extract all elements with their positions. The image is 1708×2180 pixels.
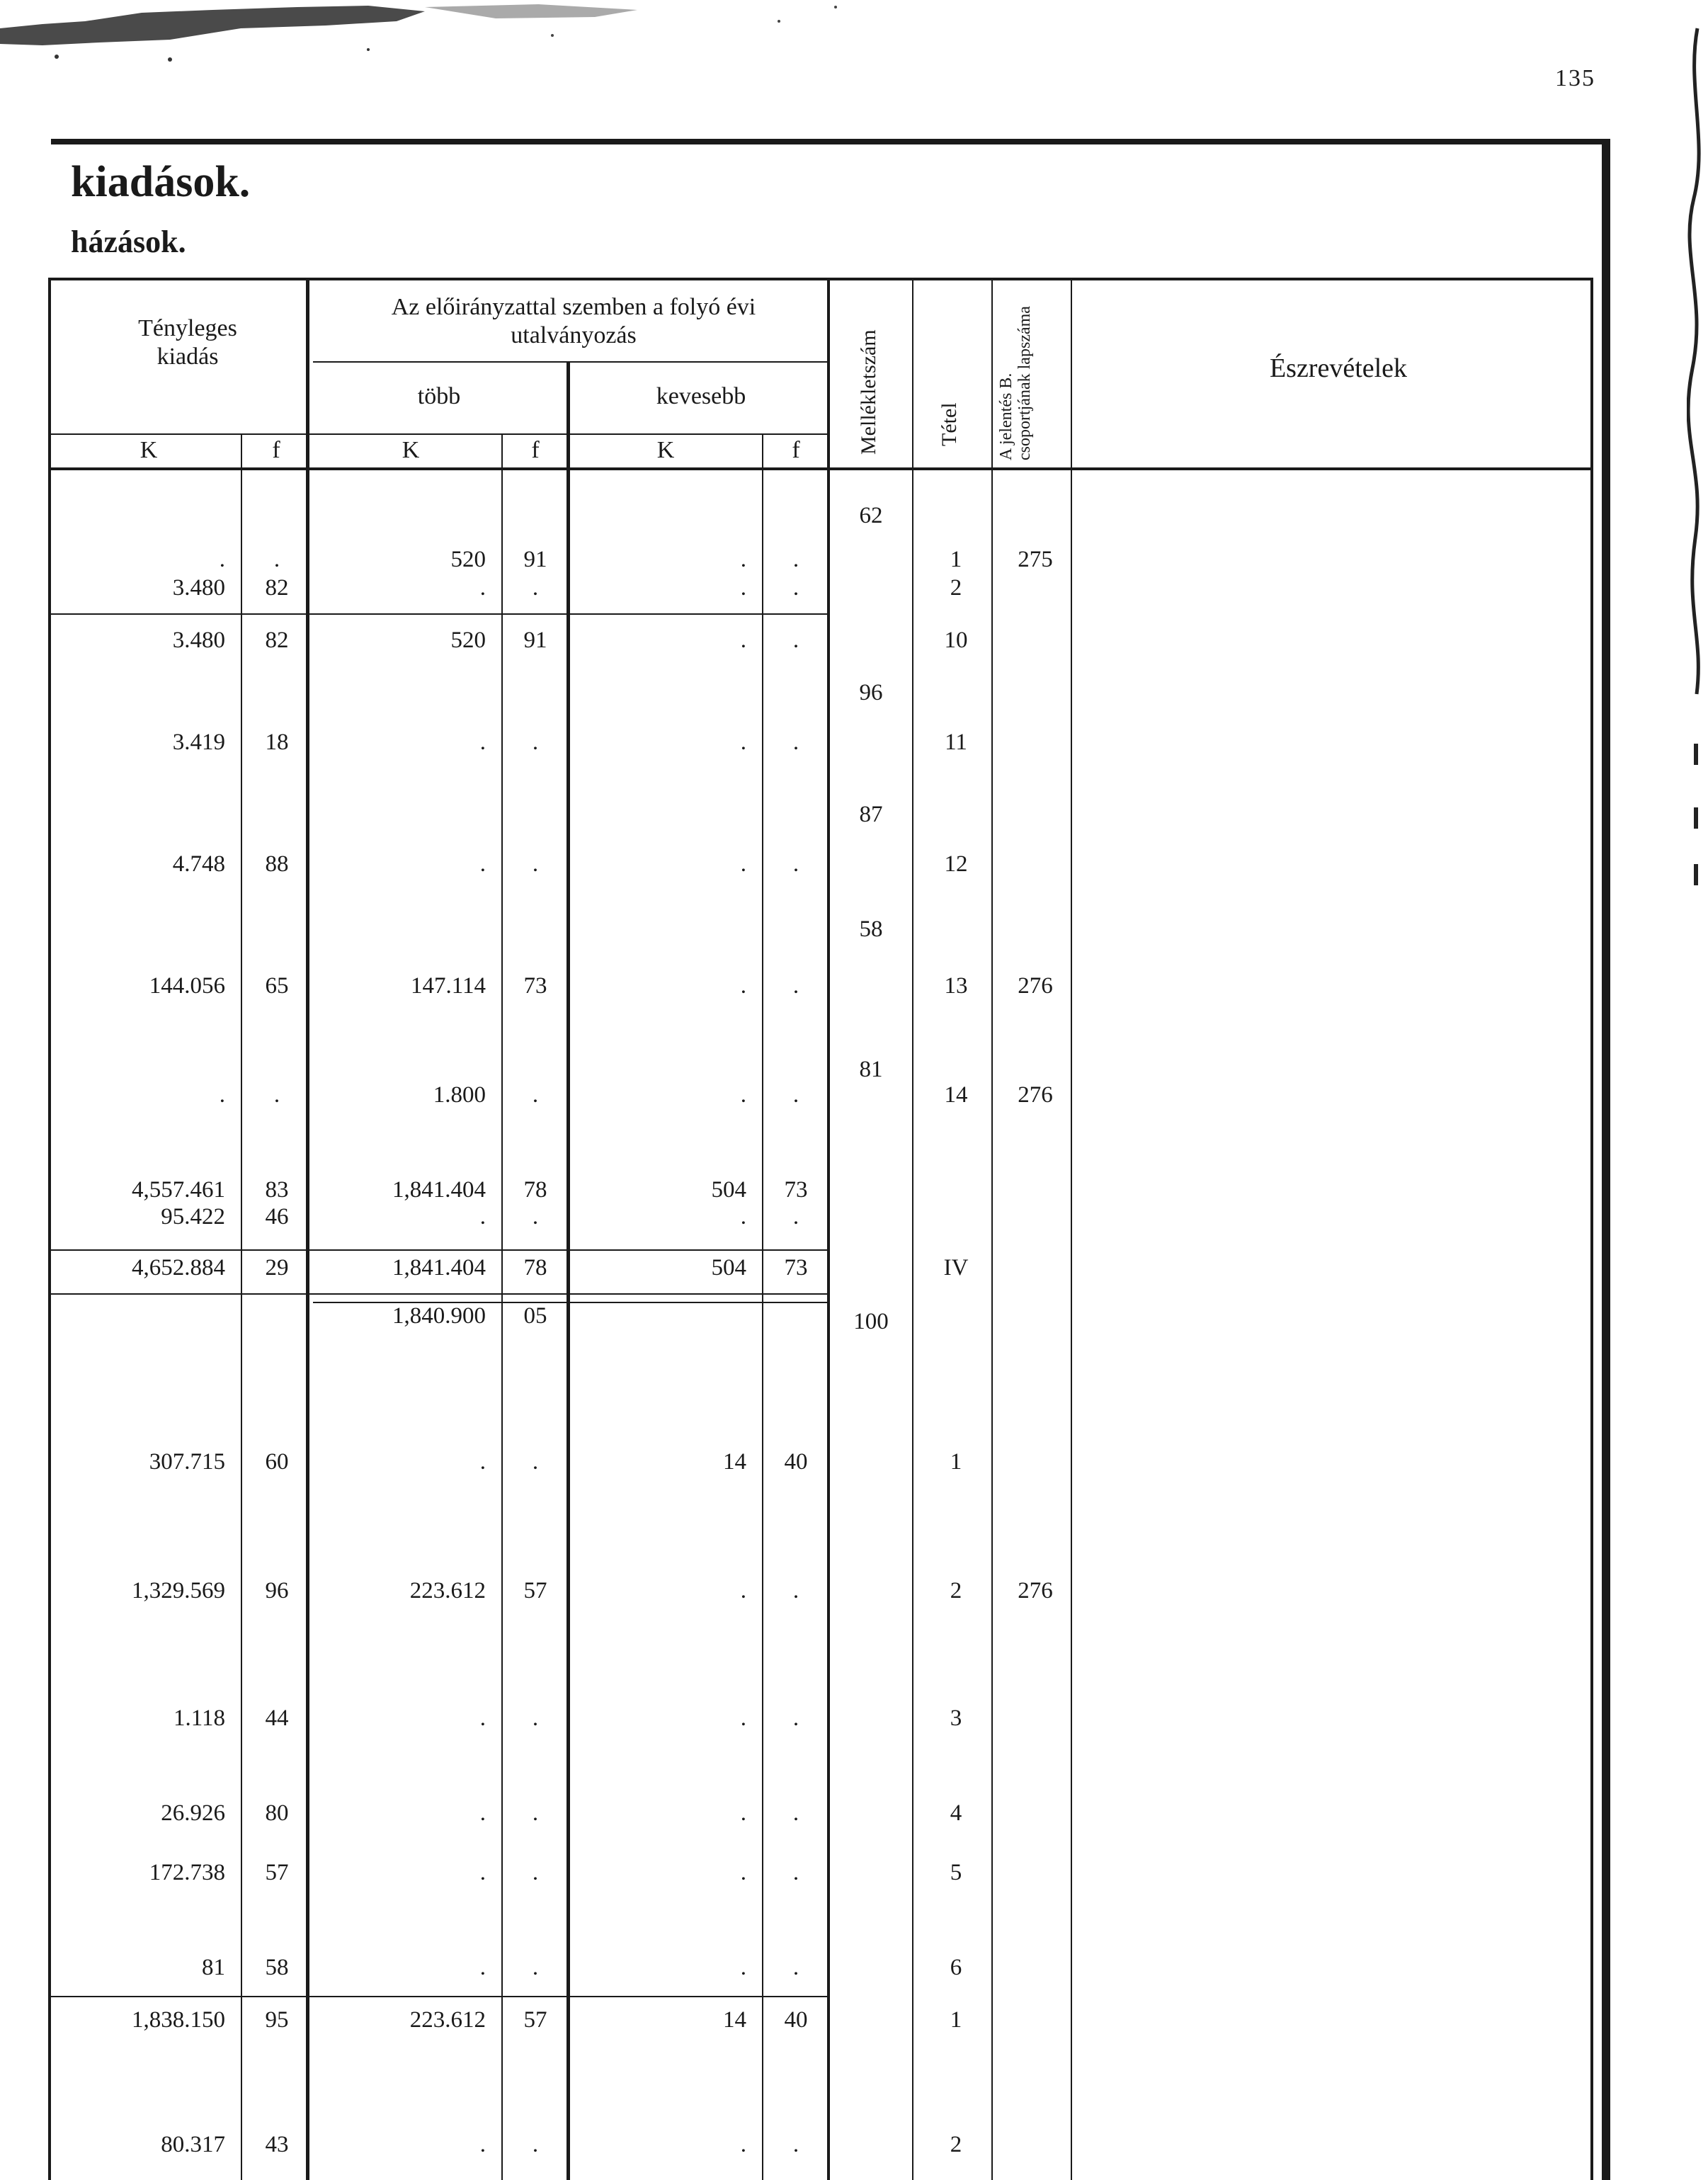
cell-tetel: 2 <box>950 2132 962 2157</box>
cell-f3: . <box>792 628 799 653</box>
cell-k1: . <box>219 1082 225 1108</box>
cell-k2: . <box>479 1800 486 1826</box>
cell-f1: 83 <box>265 1177 289 1203</box>
cell-f2: . <box>532 575 539 601</box>
cell-tetel: 4 <box>950 1800 962 1826</box>
cell-tetel: 13 <box>944 973 968 999</box>
cell-f2: . <box>532 1860 539 1885</box>
cell-f3: . <box>792 1705 799 1731</box>
header-k: K <box>656 437 675 463</box>
cell-f3: . <box>792 1082 799 1108</box>
col-divider <box>827 278 830 2180</box>
cell-k3: . <box>740 547 746 572</box>
header-less: kevesebb <box>656 383 746 409</box>
scan-noise-graphic <box>0 0 878 68</box>
cell-f2: . <box>532 1955 539 1980</box>
cell-f2: . <box>532 2132 539 2157</box>
cell-attachment-number: 62 <box>859 503 883 528</box>
cell-f1: 58 <box>265 1955 289 1980</box>
header-f: f <box>272 437 280 463</box>
page-number: 135 <box>1555 65 1595 91</box>
sum-rule <box>51 613 827 615</box>
margin-stamp-graphic <box>1687 0 1708 921</box>
cell-f2: . <box>532 1705 539 1731</box>
cell-k3: 504 <box>711 1177 746 1203</box>
cell-k2: . <box>479 2132 486 2157</box>
cell-k1: 1,329.569 <box>132 1578 225 1603</box>
header-item: Tétel <box>938 402 961 446</box>
sum-rule <box>51 1996 827 1997</box>
right-border-inner <box>1590 278 1593 2180</box>
header-f: f <box>531 437 540 463</box>
sum-rule <box>51 1293 827 1295</box>
cell-f3: . <box>792 1800 799 1826</box>
cell-k2: 223.612 <box>409 2007 486 2033</box>
cell-k3: . <box>740 1578 746 1603</box>
cell-tetel: IV <box>943 1255 969 1281</box>
cell-f2: . <box>532 1204 539 1230</box>
col-divider <box>306 278 309 2180</box>
cell-f1: 44 <box>265 1705 289 1731</box>
col-divider <box>1071 278 1072 2180</box>
col-divider <box>912 278 913 2180</box>
cell-tetel: 11 <box>945 729 967 755</box>
cell-k1: . <box>219 547 225 572</box>
cell-k1: 4,557.461 <box>132 1177 225 1203</box>
cell-f2: . <box>532 851 539 877</box>
cell-k2: . <box>479 575 486 601</box>
cell-k3: . <box>740 1204 746 1230</box>
header-report-page: A jelentés B. csoportjának lapszáma <box>997 306 1034 460</box>
cell-k2: 147.114 <box>410 973 486 999</box>
cell-k2: 1,841.404 <box>392 1255 486 1281</box>
cell-k3: . <box>740 575 746 601</box>
cell-f2: . <box>532 1449 539 1475</box>
header-bottom-rule <box>51 467 1592 470</box>
cell-f3: . <box>792 1204 799 1230</box>
header-k: K <box>402 437 420 463</box>
cell-k3: . <box>740 1800 746 1826</box>
cell-attachment-number: 58 <box>859 916 883 942</box>
header-more: több <box>417 383 461 409</box>
cell-tetel: 1 <box>950 2007 962 2033</box>
cell-k3: . <box>740 1082 746 1108</box>
cell-tetel: 2 <box>950 1578 962 1603</box>
cell-f1: 80 <box>265 1800 289 1826</box>
cell-k1: 4,652.884 <box>132 1255 225 1281</box>
cell-f2: 78 <box>523 1255 547 1281</box>
cell-k3: 14 <box>723 2007 746 2033</box>
cell-k2: . <box>479 1449 486 1475</box>
cell-f3: . <box>792 1860 799 1885</box>
cell-tetel: 1 <box>950 547 962 572</box>
col-divider <box>241 433 242 2180</box>
cell-f2: . <box>532 1800 539 1826</box>
header-k: K <box>140 437 158 463</box>
header-top-rule <box>51 278 1592 280</box>
cell-tetel: 12 <box>944 851 968 877</box>
cell-k3: . <box>740 729 746 755</box>
col-divider <box>991 278 993 2180</box>
cell-k1: 3.480 <box>172 628 225 653</box>
cell-tetel: 14 <box>944 1082 968 1108</box>
cell-f1: 95 <box>265 2007 289 2033</box>
cell-f1: 65 <box>265 973 289 999</box>
cell-k2: . <box>479 1955 486 1980</box>
cell-lap: 276 <box>1018 1082 1053 1108</box>
cell-lap: 276 <box>1018 973 1053 999</box>
cell-f3: 40 <box>784 2007 808 2033</box>
page-title: kiadások. <box>71 158 251 206</box>
cell-f1: 57 <box>265 1860 289 1885</box>
cell-f2: 91 <box>523 547 547 572</box>
cell-f3: . <box>792 575 799 601</box>
cell-k3: . <box>740 1955 746 1980</box>
cell-attachment-number: 87 <box>859 802 883 827</box>
cell-f3: . <box>792 1955 799 1980</box>
cell-f2: 73 <box>523 973 547 999</box>
header-kf-rule <box>51 433 827 435</box>
cell-k3: . <box>740 851 746 877</box>
cell-f3: . <box>792 1578 799 1603</box>
cell-k3: . <box>740 628 746 653</box>
cell-k2: 1,840.900 <box>392 1303 486 1329</box>
cell-attachment-number: 100 <box>853 1309 889 1334</box>
cell-f1: . <box>273 547 280 572</box>
cell-f3: . <box>792 851 799 877</box>
cell-f3: . <box>792 2132 799 2157</box>
page-subtitle: házások. <box>71 225 186 259</box>
right-border <box>1602 139 1610 2180</box>
cell-k3: 504 <box>711 1255 746 1281</box>
cell-tetel: 10 <box>944 628 968 653</box>
cell-lap: 276 <box>1018 1578 1053 1603</box>
cell-f3: 73 <box>784 1177 808 1203</box>
col-divider <box>567 363 570 2180</box>
cell-k2: . <box>479 851 486 877</box>
sum-rule <box>313 1302 827 1303</box>
header-f: f <box>792 437 800 463</box>
cell-k3: . <box>740 1860 746 1885</box>
cell-k1: 172.738 <box>149 1860 225 1885</box>
cell-k3: . <box>740 1705 746 1731</box>
cell-f3: . <box>792 973 799 999</box>
cell-f1: 18 <box>265 729 289 755</box>
cell-k1: 81 <box>202 1955 225 1980</box>
cell-f1: 96 <box>265 1578 289 1603</box>
cell-f1: 29 <box>265 1255 289 1281</box>
top-rule <box>51 139 1609 144</box>
cell-k1: 4.748 <box>172 851 225 877</box>
header-sub-rule <box>313 361 827 363</box>
cell-k2: 1,841.404 <box>392 1177 486 1203</box>
cell-k1: 26.926 <box>161 1800 225 1826</box>
header-comparison: Az előirányzattal szemben a folyó évi utalványozás <box>391 294 756 348</box>
cell-f1: 60 <box>265 1449 289 1475</box>
cell-f1: 82 <box>265 628 289 653</box>
cell-lap: 275 <box>1018 547 1053 572</box>
cell-attachment-number: 96 <box>859 680 883 705</box>
cell-attachment-number: 81 <box>859 1057 883 1082</box>
cell-f1: 43 <box>265 2132 289 2157</box>
cell-k2: . <box>479 1705 486 1731</box>
cell-k2: . <box>479 1860 486 1885</box>
cell-k1: 1,838.150 <box>132 2007 225 2033</box>
cell-k3: . <box>740 973 746 999</box>
cell-k2: . <box>479 729 486 755</box>
cell-f1: 46 <box>265 1204 289 1230</box>
cell-k1: 3.419 <box>172 729 225 755</box>
cell-f2: 78 <box>523 1177 547 1203</box>
cell-k2: . <box>479 1204 486 1230</box>
cell-k1: 307.715 <box>149 1449 225 1475</box>
cell-f3: . <box>792 547 799 572</box>
cell-f2: . <box>532 1082 539 1108</box>
cell-f1: 88 <box>265 851 289 877</box>
cell-tetel: 6 <box>950 1955 962 1980</box>
cell-k3: . <box>740 2132 746 2157</box>
cell-tetel: 3 <box>950 1705 962 1731</box>
cell-tetel: 1 <box>950 1449 962 1475</box>
cell-f1: 82 <box>265 575 289 601</box>
col-divider <box>762 433 763 2180</box>
cell-f3: 40 <box>784 1449 808 1475</box>
cell-tetel: 5 <box>950 1860 962 1885</box>
cell-k2: 520 <box>450 628 486 653</box>
sum-rule <box>51 1249 827 1251</box>
cell-k1: 80.317 <box>161 2132 225 2157</box>
cell-tetel: 2 <box>950 575 962 601</box>
cell-k2: 1.800 <box>433 1082 486 1108</box>
cell-k1: 144.056 <box>149 973 225 999</box>
cell-k1: 95.422 <box>161 1204 225 1230</box>
left-border <box>48 278 51 2180</box>
cell-f2: 57 <box>523 2007 547 2033</box>
cell-f3: 73 <box>784 1255 808 1281</box>
cell-f2: 05 <box>523 1303 547 1329</box>
cell-f2: 91 <box>523 628 547 653</box>
header-attachment-number: Mellékletszám <box>857 329 880 455</box>
cell-k2: 520 <box>450 547 486 572</box>
cell-k1: 1.118 <box>173 1705 225 1731</box>
header-actual-expense: Tényleges kiadás <box>138 315 237 370</box>
cell-k3: 14 <box>723 1449 746 1475</box>
col-divider <box>501 433 503 2180</box>
cell-k1: 3.480 <box>172 575 225 601</box>
cell-k2: 223.612 <box>409 1578 486 1603</box>
cell-f3: . <box>792 729 799 755</box>
cell-f2: . <box>532 729 539 755</box>
cell-f2: 57 <box>523 1578 547 1603</box>
header-remarks: Észrevételek <box>1269 353 1408 383</box>
cell-f1: . <box>273 1082 280 1108</box>
